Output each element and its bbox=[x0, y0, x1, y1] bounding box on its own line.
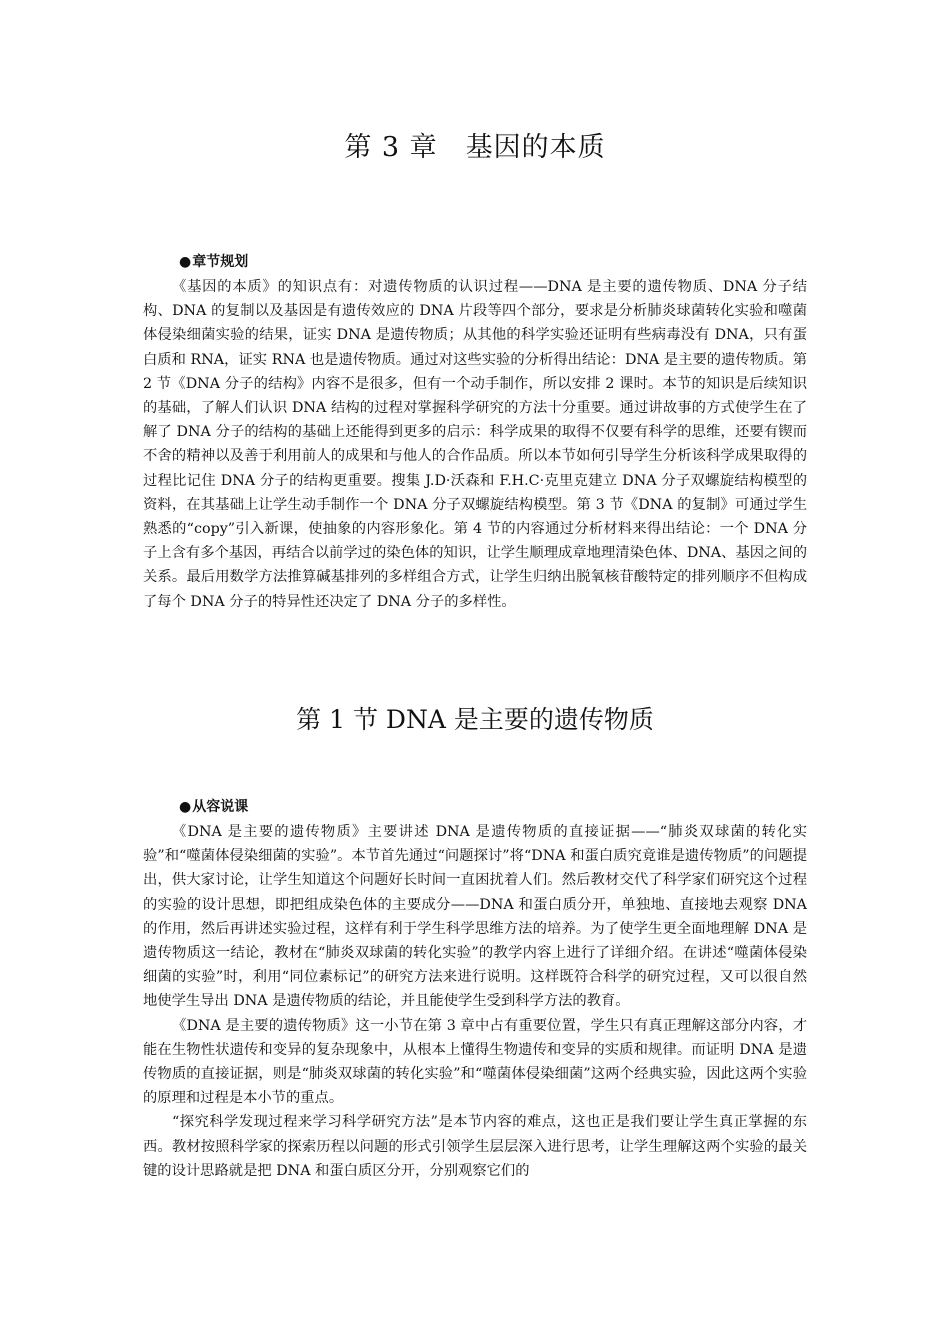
section-title: 第 1 节 DNA 是主要的遗传物质 bbox=[296, 705, 654, 734]
chapter-plan-heading-text: 章节规划 bbox=[192, 254, 249, 270]
lesson-paragraph-1: 《DNA 是主要的遗传物质》主要讲述 DNA 是遗传物质的直接证据——“肺炎双球菌的转化实验”和“噬菌体侵染细菌的实验”。本节首先通过“问题探讨”将“DNA 和蛋白质究竟谁是遗传物质”的问题提出，供大家讨论，让学生知道这个问题好长时间一直困扰着人们。然后教材交代了科学家们研究这个过程的实验的设计思想，即把组成染色体的主要成分——DNA 和蛋白质分开，单独地、直接地去观察 DNA 的作用，然后再讲述实验过程，这样有利于学生科学思维方法的培养。为了使学生更全面地理解 DNA 是遗传物质这一结论，教材在“肺炎双球菌的转化实验”的教学内容上进行了详细介绍。在讲述“噬菌体侵染细菌的实验”时，利用“同位素标记”的研究方法来进行说明。这样既符合科学的研究过程，又可以很自然地使学生导出 DNA 是遗传物质的结论，并且能使学生受到科学方法的教育。 bbox=[143, 824, 807, 1010]
bullet-icon: ● bbox=[179, 799, 192, 815]
lesson-block bbox=[143, 795, 807, 1183]
chapter-plan-heading bbox=[143, 250, 807, 275]
bullet-icon: ● bbox=[179, 254, 192, 270]
lesson-paragraph-3: “探究科学发现过程来学习科学研究方法”是本节内容的难点，这也正是我们要让学生真正掌握的东西。教材按照科学家的探索历程以问题的形式引领学生层层深入进行思考，让学生理解这两个实验的最关键的设计思路就是把 DNA 和蛋白质区分开，分别观察它们的 bbox=[143, 1114, 807, 1179]
chapter-title: 第 3 章 基因的本质 bbox=[344, 132, 606, 163]
lesson-heading-text: 从容说课 bbox=[192, 799, 249, 815]
chapter-plan-paragraph: 《基因的本质》的知识点有：对遗传物质的认识过程——DNA 是主要的遗传物质、DNA 分子结构、DNA 的复制以及基因是有遗传效应的 DNA 片段等四个部分，要求是分析肺炎球菌转化实验和噬菌体侵染细菌实验的结果，证实 DNA 是遗传物质；从其他的科学实验还证明有些病毒没有 DNA，只有蛋白质和 RNA，证实 RNA 也是遗传物质。通过对这些实验的分析得出结论：DNA 是主要的遗传物质。第 2 节《DNA 分子的结构》内容不是很多，但有一个动手制作，所以安排 2 课时。本节的知识是后续知识的基础，了解人们认识 DNA 结构的过程对掌握科学研究的方法十分重要。通过讲故事的方式使学生在了解了 DNA 分子的结构的基础上还能得到更多的启示：科学成果的取得不仅要有科学的思维，还要有锲而不舍的精神以及善于利用前人的成果和与他人的合作品质。所以本节如何引导学生分析该科学成果取得的过程比记住 DNA 分子的结构更重要。搜集 J.D·沃森和 F.H.C·克里克建立 DNA 分子双螺旋结构模型的资料，在其基础上让学生动手制作一个 DNA 分子双螺旋结构模型。第 3 节《DNA 的复制》可通过学生熟悉的“copy”引入新课，使抽象的内容形象化。第 4 节的内容通过分析材料来得出结论：一个 DNA 分子上含有多个基因，再结合以前学过的染色体的知识，让学生顺理成章地理清染色体、DNA、基因之间的关系。最后用数学方法推算碱基排列的多样组合方式，让学生归纳出脱氧核苷酸特定的排列顺序不但构成了每个 DNA 分子的特异性还决定了 DNA 分子的多样性。 bbox=[143, 279, 807, 610]
lesson-paragraph-2: 《DNA 是主要的遗传物质》这一小节在第 3 章中占有重要位置，学生只有真正理解这部分内容，才能在生物性状遗传和变异的复杂现象中，从根本上懂得生物遗传和变异的实质和规律。而证明 DNA 是遗传物质的直接证据，则是“肺炎双球菌的转化实验”和“噬菌体侵染细菌”这两个经典实验，因此这两个实验的原理和过程是本小节的重点。 bbox=[143, 1017, 807, 1107]
lesson-heading bbox=[143, 795, 807, 820]
chapter-plan-block bbox=[143, 250, 807, 614]
